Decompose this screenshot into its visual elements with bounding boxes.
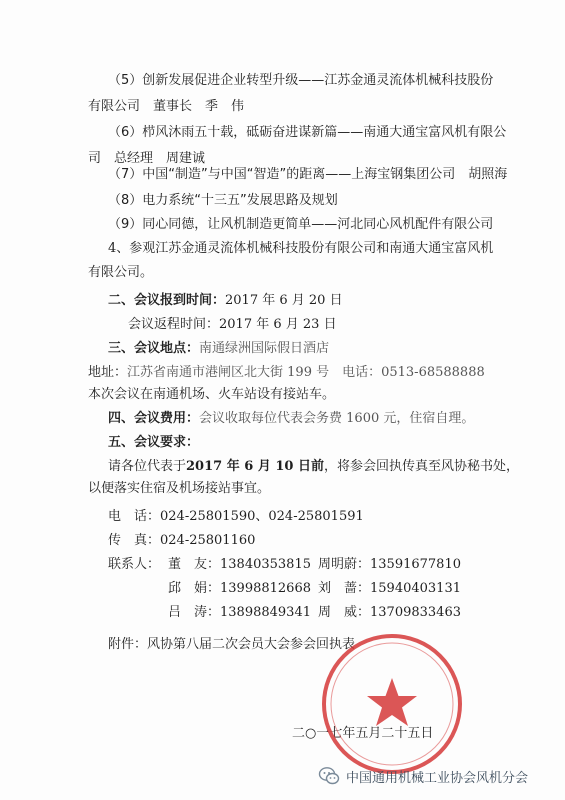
requirement-suffix: ，将参会回执传真至风协秘书处， — [323, 459, 519, 474]
agenda-item-6-line2: 司 总经理 周建诚 — [88, 151, 206, 166]
contact-tel: 13998812668 — [220, 581, 311, 596]
association-seal — [318, 630, 466, 778]
contact-person — [318, 580, 461, 598]
contact-name: 邱 娟： — [168, 581, 221, 596]
contact-person — [168, 556, 311, 574]
address-label: 地址： — [88, 365, 128, 380]
visit-line1: 4、参观江苏金通灵流体机械科技股份有限公司和南通大通宝富风机 — [108, 241, 494, 256]
contact-name: 刘 蔷： — [318, 581, 371, 596]
return-label: 会议返程时间： — [128, 317, 220, 332]
address-row — [88, 364, 485, 382]
attachment-text: 风协第八届二次会员大会参会回执表 — [147, 637, 356, 652]
fee-text: 会议收取每位代表会务费 1600 元，住宿自理。 — [199, 411, 475, 426]
venue-row — [108, 340, 329, 358]
wechat-icon — [318, 765, 340, 787]
checkin-date: 2017 年 6 月 20 日 — [225, 293, 343, 308]
contacts-label: 联系人： — [108, 557, 161, 572]
contact-name: 周明蔚： — [318, 557, 371, 572]
requirement-line1 — [108, 458, 519, 476]
agenda-item-8: （8）电力系统“十三五”发展思路及规划 — [108, 193, 338, 208]
attachment-label: 附件： — [108, 637, 148, 652]
contact-tel: 15940403131 — [370, 581, 461, 596]
pickup-note: 本次会议在南通机场、火车站设有接站车。 — [88, 387, 336, 402]
contact-tel: 13840353815 — [220, 557, 311, 572]
venue-name: 南通绿洲国际假日酒店 — [199, 341, 330, 356]
agenda-item-9: （9）同心同德，让风机制造更简单——河北同心风机配件有限公司 — [108, 217, 494, 232]
contact-tel: 13591677810 — [370, 557, 461, 572]
contact-name: 董 友： — [168, 557, 221, 572]
return-row — [128, 316, 337, 334]
issue-date: 二○一七年五月二十五日 — [292, 726, 434, 741]
phone-label: 电 话： — [108, 509, 161, 524]
agenda-item-5-line1: （5）创新发展促进企业转型升级——江苏金通灵流体机械科技股份 — [108, 73, 494, 88]
contact-person — [318, 604, 461, 622]
agenda-item-5-line2: 有限公司 董事长 季 伟 — [88, 99, 245, 114]
contact-person — [318, 556, 461, 574]
visit-line2: 有限公司。 — [88, 265, 154, 280]
fax-row — [108, 532, 255, 550]
address-text: 江苏省南通市港闸区北大街 199 号 电话：0513-68588888 — [127, 365, 485, 380]
requirement-prefix: 请各位代表于 — [108, 459, 187, 474]
agenda-item-7: （7）中国“制造”与中国“智造”的距离——上海宝钢集团公司 胡照海 — [108, 167, 508, 182]
fee-label: 四、会议费用： — [108, 411, 200, 426]
watermark-text: 中国通用机械工业协会风机分会 — [346, 770, 529, 786]
watermark — [318, 765, 528, 787]
fax-label: 传 真： — [108, 533, 161, 548]
phone-numbers: 024-25801590、024-25801591 — [160, 509, 364, 524]
contact-tel: 13709833463 — [370, 605, 461, 620]
agenda-item-6-line1: （6）栉风沐雨五十载，砥砺奋进谋新篇——南通大通宝富风机有限公 — [108, 125, 507, 140]
contact-tel: 13898849341 — [220, 605, 311, 620]
contact-name: 吕 涛： — [168, 605, 221, 620]
return-date: 2017 年 6 月 23 日 — [219, 317, 337, 332]
fee-row — [108, 410, 474, 428]
checkin-label: 二、会议报到时间： — [108, 293, 226, 308]
fax-number: 024-25801160 — [160, 533, 256, 548]
venue-label: 三、会议地点： — [108, 341, 200, 356]
contact-person — [168, 580, 311, 598]
requirements-label: 五、会议要求： — [108, 435, 200, 450]
contact-person — [168, 604, 311, 622]
requirement-deadline: 2017 年 6 月 10 日前 — [186, 459, 324, 474]
checkin-row — [108, 292, 343, 310]
contact-name: 周 威： — [318, 605, 371, 620]
requirement-line2: 以便落实住宿及机场接站事宜。 — [88, 481, 271, 496]
seal-star-icon — [367, 678, 417, 726]
phone-row — [108, 508, 364, 526]
